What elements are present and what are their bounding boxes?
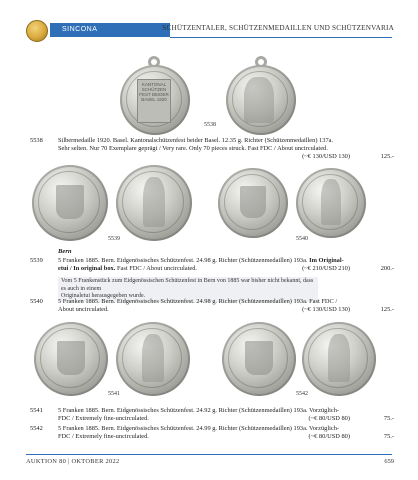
desc-line: About uncirculated. [58,306,109,313]
lot-number: 5540 [30,298,43,305]
lot-number: 5539 [30,257,43,264]
image-lot-number: 5542 [296,391,308,397]
auction-info: AUKTION 80 | OKTOBER 2022 [26,458,120,465]
coin-5539-obverse[interactable] [32,165,108,241]
desc-line [58,257,370,265]
header-rule [170,37,392,38]
helvetia-figure [143,177,165,227]
desc-text: 5 Franken 1885. Bern. Eidgenössisches Schützenfest. 24.98 g. Richter (Schützenmedaillen) 193a. [58,257,308,264]
desc-line: FDC / Extremely fine-uncirculated. [58,433,149,440]
desc-text: Fast FDC / About uncirculated. [115,265,198,272]
desc-line: Sehr selten. Nur 70 Exemplare geprägt / Very rare. Only 70 pieces struck. Fast FDC / About uncirculated. [58,145,328,152]
bern-shield [245,341,273,375]
desc-bold: Im Original- [307,257,344,264]
coin-5541-reverse[interactable] [116,322,190,396]
lot-estimate: (~€ 80/USD 80) [308,433,350,440]
coin-5542-obverse[interactable] [222,322,296,396]
desc-line: Silbermedaille 1920. Basel. Kantonalschützenfest beider Basel. 12.35 g. Richter (Schützenmedaillen) 137a. [58,137,334,144]
desc-line: 5 Franken 1885. Bern. Eidgenössisches Schützenfest. 24.98 g. Richter (Schützenmedaillen) 193a. Fast FDC / [58,298,338,305]
lot-description [58,137,370,153]
bern-shield [240,186,266,218]
lot-price: 200.- [380,265,394,272]
desc-line: FDC / Extremely fine-uncirculated. [58,415,149,422]
note-line: Originaletui herausgegeben wurde. [61,293,146,299]
helvetia-figure [321,179,341,225]
coin-5540-reverse[interactable] [296,168,366,238]
coin-5540-obverse[interactable] [218,168,288,238]
lot-price: 75.- [383,415,394,422]
helvetia-figure [328,334,350,382]
helvetia-figure [142,334,164,382]
desc-bold: etui / In original box. [58,265,116,272]
bern-shield [56,185,84,219]
lot-price: 125.- [380,306,394,313]
coin-5542-reverse[interactable] [302,322,376,396]
desc-line: 5 Franken 1885. Bern. Eidgenössisches Schützenfest. 24.92 g. Richter (Schützenmedaillen) 193a. Vorzüglich- [58,407,340,414]
bern-shield [57,341,85,375]
page-number: 659 [384,458,394,465]
lot-price: 75.- [383,433,394,440]
coin-5541-obverse[interactable] [34,322,108,396]
image-lot-number: 5539 [108,236,120,242]
lot-estimate: (~€ 210/USD 210) [302,265,350,272]
lot-estimate: (~€ 130/USD 130) [302,153,350,160]
brand-name: SINCONA [62,26,98,33]
section-title: SCHÜTZENTALER, SCHÜTZENMEDAILLEN UND SCHÜTZENVARIA [162,24,394,32]
lot-number: 5542 [30,425,43,432]
medal-5538-obverse[interactable] [120,65,190,135]
medal-plaque: KANTONAL SCHÜTZEN FEST BEIDER BASEL 1920 [137,79,171,123]
image-lot-number: 5541 [108,391,120,397]
lot-number: 5538 [30,137,43,144]
lot-estimate: (~€ 80/USD 80) [308,415,350,422]
medal-5538-reverse[interactable] [226,65,296,135]
lot-estimate: (~€ 130/USD 130) [302,306,350,313]
note-line: Vom 5 Frankenstück zum Eidgenössischen Schützenfest in Bern von 1885 war bisher nicht bekannt, dass es auch in einem [61,278,314,292]
image-lot-number: 5538 [204,122,216,128]
marksman-portrait [244,77,274,123]
city-heading: Bern [58,248,72,255]
coin-5539-reverse[interactable] [116,165,192,241]
lot-price: 125.- [380,153,394,160]
sincona-logo-coin [26,20,48,42]
lot-number: 5541 [30,407,43,414]
footer-rule [26,454,392,455]
image-lot-number: 5540 [296,236,308,242]
desc-line: 5 Franken 1885. Bern. Eidgenössisches Schützenfest. 24.99 g. Richter (Schützenmedaillen) 193a. Vorzüglich- [58,425,340,432]
